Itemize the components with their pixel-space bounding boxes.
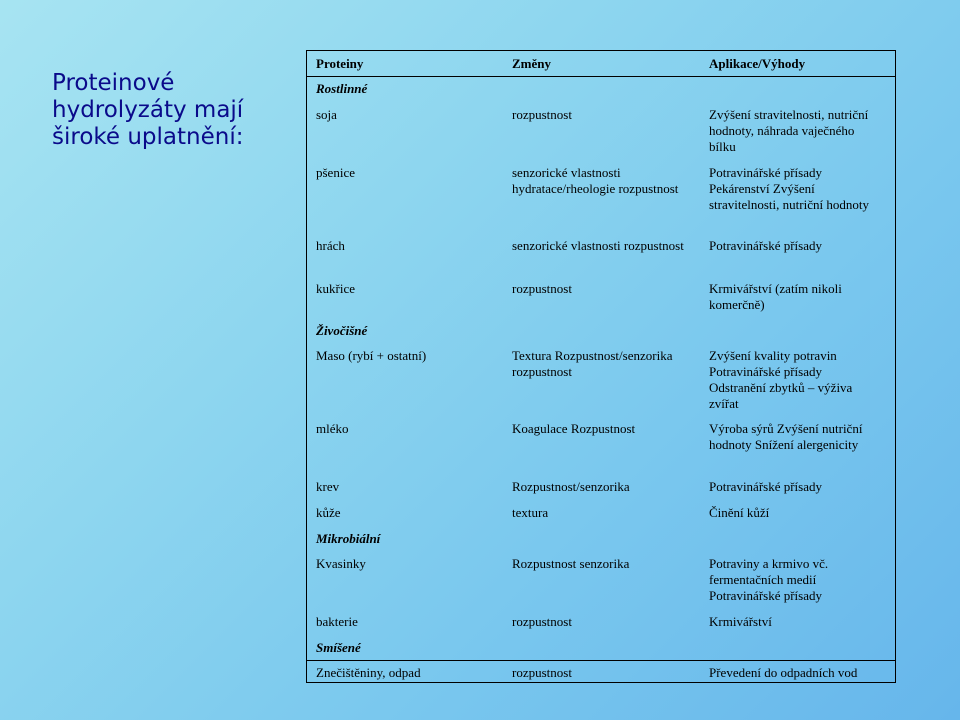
protein-cell: Maso (rybí + ostatní): [316, 348, 427, 363]
application-cell: Zvýšení kvality potravin Potravinářské přísady Odstranění zbytků – výživa zvířat: [709, 348, 853, 411]
change-cell: rozpustnost: [512, 107, 572, 122]
section-label-rostlinne: Rostlinné: [316, 81, 368, 96]
protein-cell: Kvasinky: [316, 556, 366, 571]
change-cell: rozpustnost: [512, 281, 572, 296]
divider-line: [307, 660, 895, 661]
slide-title: Proteinové hydrolyzáty mají široké uplatnění:: [52, 70, 244, 150]
section-label-zivocisne: Živočišné: [316, 323, 368, 338]
protein-cell: soja: [316, 107, 337, 122]
application-cell: Činění kůží: [709, 505, 770, 520]
change-cell: senzorické vlastnosti rozpustnost: [512, 238, 684, 253]
protein-cell: kukřice: [316, 281, 355, 296]
header-zmeny: Změny: [512, 56, 551, 71]
protein-cell: kůže: [316, 505, 341, 520]
application-cell: Výroba sýrů Zvýšení nutriční hodnoty Snížení alergenicity: [709, 421, 863, 452]
change-cell: Rozpustnost/senzorika: [512, 479, 630, 494]
header-aplikace: Aplikace/Výhody: [709, 56, 806, 71]
section-label-smisene: Smíšené: [316, 640, 361, 655]
change-cell: Rozpustnost senzorika: [512, 556, 630, 571]
protein-cell: krev: [316, 479, 340, 494]
change-cell: senzorické vlastnosti hydratace/rheologie rozpustnost: [512, 165, 679, 196]
protein-cell: mléko: [316, 421, 349, 436]
protein-cell: hrách: [316, 238, 345, 253]
change-cell: textura: [512, 505, 549, 520]
change-cell: Textura Rozpustnost/senzorika rozpustnost: [512, 348, 673, 379]
change-cell: rozpustnost: [512, 614, 572, 629]
change-cell: Koagulace Rozpustnost: [512, 421, 636, 436]
protein-table: [306, 50, 896, 683]
protein-cell: pšenice: [316, 165, 355, 180]
application-cell: Krmivářství (zatím nikoli komerčně): [709, 281, 842, 312]
header-proteiny: Proteiny: [316, 56, 364, 71]
application-cell: Krmivářství: [709, 614, 772, 629]
application-cell: Potravinářské přísady: [709, 479, 823, 494]
section-label-mikrobialni: Mikrobiální: [316, 531, 381, 546]
protein-cell: bakterie: [316, 614, 358, 629]
change-cell: rozpustnost: [512, 665, 572, 680]
application-cell: Potravinářské přísady: [709, 238, 823, 253]
application-cell: Potraviny a krmivo vč. fermentačních medií Potravinářské přísady: [709, 556, 829, 603]
application-cell: Potravinářské přísady Pekárenství Zvýšení stravitelnosti, nutriční hodnoty: [709, 165, 869, 212]
protein-cell: Znečištěniny, odpad: [316, 665, 421, 680]
table-header-row: [307, 51, 895, 77]
application-cell: Převedení do odpadních vod: [709, 665, 858, 680]
application-cell: Zvýšení stravitelnosti, nutriční hodnoty, náhrada vaječného bílku: [709, 107, 869, 154]
